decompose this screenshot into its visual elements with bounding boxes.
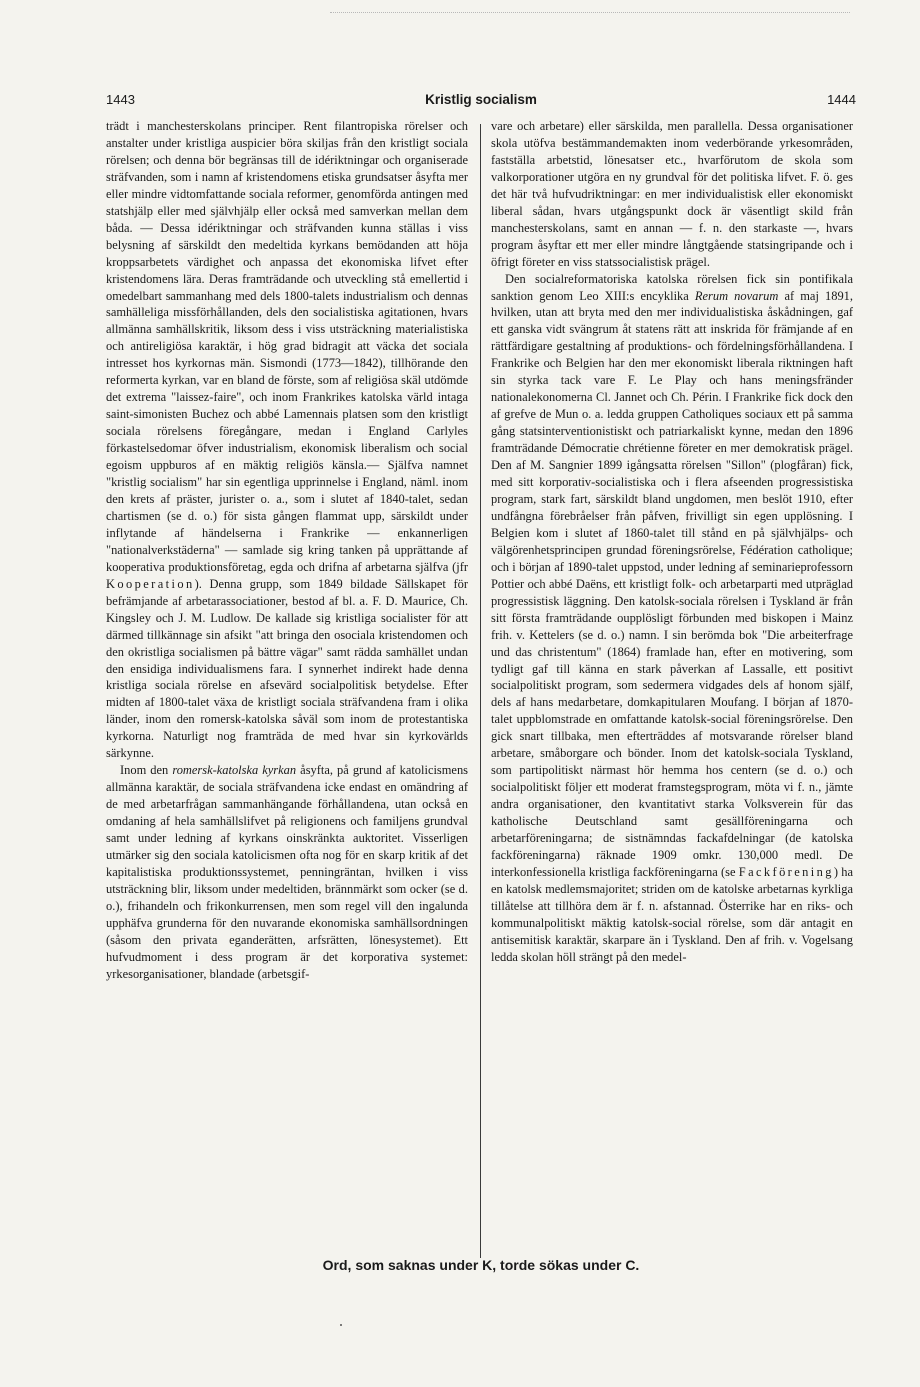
page-header	[106, 92, 856, 112]
paragraph-text: ). Denna grupp, som 1849 bildade Sällskapet för befrämjande af arbetarassociationer, bestod af bl. a. F. D. Maurice, Ch. Kingsley och J. M. Ludlow. De kallade sig kristliga socialister för att därmed tillkännage sin afsikt "att bringa den osociala kristendomen och den okristliga socialismen på bättre vägar" samt rädda samhället undan den ensidiga individualismens fara. I synnerhet indirekt hade denna kristliga sociala rörelse en afsevärd socialpolitisk betydelse. Efter midten af 1800-talet växa de kristligt sociala sträfvandena fram i olika länder, inom den romersk-katolska såväl som inom de protestantiska kyrkorna. Naturligt nog framträda de med hvar sin kyrkovärlds särkynne.	[106, 576, 468, 761]
paragraph-continued: vare och arbetare) eller särskilda, men parallella. Dessa organisationer skola utöfva bestämmandemakten inom vederbörande yrkesområden, fastställa arbetstid, lönesatser etc., hvarförutom de skola som valkorporationer utgöra en ny grundval för det politiska lifvet. F. ö. ges det här två hufvudriktningar: en mer individualistisk eller ekonomiskt liberal sådan, hvars utgångspunkt dock är väsentligt skild från manchesterskolans, samt en annan — f. n. den starkaste —, hvars program åsyftar ett mer eller mindre långtgående statsingripande och i öfrigt företer en viss statssocialistisk prägel.	[491, 119, 853, 269]
paragraph-intro	[106, 118, 468, 762]
paragraph-text: åsyfta, på grund af katolicismens allmänna karaktär, de sociala sträfvandena icke endast en omändring af de med arbetarfrågan sammanhängande förhållandena, utan också en omdaning af hela samhällslifvet på religionens och familjens grundval samt under ledning af kyrkans oinskränkta auktoritet. Visserligen utmärker sig den sociala katolicismen ofta nog för en skarp kritik af det kapitalistiska produktionssystemet, penningräntan, hvilken i viss utsträckning blir, liksom under medeltiden, brännmärkt som ocker (se d. o.), frihandeln och frikonkurrensen, men som regel vill den ingalunda upphäfva grunderna för den nuvarande ekonomiska samhällsordningen (såsom den privata eganderätten, arfsrätten, lönesystemet). Ett hufvudmoment i dess program är det korporativa systemet: yrkesorganisationer, blandade (arbetsgif-	[106, 763, 468, 981]
section-term: romersk-katolska kyrkan	[172, 763, 297, 778]
cross-reference: Kooperation	[106, 576, 195, 591]
cross-reference: Fackförening	[738, 864, 834, 879]
paragraph-text: trädt i manchesterskolans principer. Rent filantropiska rörelser och anstalter under kristliga auspicier böra skiljas från den kristligt sociala rörelsen; och denna bör begränsas till de idériktningar och organiserade sträfvanden, som i namn af kristendomens etiska grundsatser åsyfta mer eller mindre vidtomfattande sociala reformer, genomförda antingen med statshjälp eller med självhjälp eller också med samverkan mellan dem båda. — Dessa idériktningar och sträfvanden kunna ställas i viss belysning af särskildt den medeltida kyrkans bemödanden att höja kroppsarbetets värdighet och anpassa det ekonomiska lifvet efter kristendomens lära. Deras framträdande och utveckling stå emellertid i omedelbart sammanhang med dels 1800-talets industrialism och dennas samhälleliga missförhållanden, dels den socialistiska agitationen, hvars allmänna samhällskritik, liksom dess i viss utsträckning materialistiska och antireligiösa karaktär, i hög grad bidragit att väcka det sociala intresset hos kyrkornas män. Sismondi (1773—1842), tillhörande den reformerta kyrkan, var en bland de förste, som af religiösa skäl utdömde det extrema "laissez-faire", och inom Frankrikes katolska värld intaga saint-simonisten Buchez och abbé Lamennais platsen som den kristligt sociala rörelsens föregångare, medan i England Carlyles förkastelsedomar öfver industrialism, ekonomisk liberalism och social egoism uppburos af en mäktig religiös känsla.— Själfva namnet "kristlig socialism" har sin egentliga upprinnelse i England, näml. inom den krets af präster, jurister o. a., som i slutet af 1840-talet, sedan chartismen (se d. o.) för sista gången flammat upp, särskildt under inflytande af händelserna i Frankrike — enkannerligen "nationalverkstäderna" — samlade sig kring tanken på upprättande af kooperativa produktionsföretag, egda och drifna af arbetarna själfva (jfr	[106, 119, 468, 574]
paragraph-text: ) ha en katolsk medlemsmajoritet; striden om de katolske arbetarnas kyrkliga tillåtelse att tillhöra dem är f. n. afstannad. Österrike har en riks- och kommunalpolitiskt mäktig katolsk-social rörelse, som där antagit en antisemitisk karaktär, skarpare än i Tyskland. Den af frih. v. Vogelsang ledda skolan höll strängt på den medel-	[491, 864, 853, 964]
paragraph-catholic	[106, 762, 468, 982]
paragraph-text: Inom den	[120, 763, 173, 778]
encyclical-title: Rerum novarum	[694, 288, 779, 303]
right-column	[491, 118, 853, 1254]
scan-top-edge	[330, 12, 850, 15]
footer-note: Ord, som saknas under K, torde sökas under C.	[322, 1257, 640, 1273]
left-column	[106, 118, 468, 1254]
paragraph-reform	[491, 271, 853, 966]
paragraph-text: Den socialreformatoriska katolska rörelsen fick sin pontifikala sanktion genom Leo XIII:s encyklika	[491, 271, 853, 303]
paragraph-text: af maj 1891, hvilken, utan att bryta med den mer individualistiska åskådningen, gaf ett ganska vidt svängrum åt statens rätt att inskrida för främjande af en rättfärdigare gestaltning af produktions- och fördelningsförhållandena. I Frankrike och Belgien har den mer ekonomiskt liberala riktningen haft sin styrka tack vare F. Le Play och hans meningsfränder nationalekonomerna Cl. Jannet och Ch. Périn. I Frankrike fick dock den af grefve de Mun o. a. ledda gruppen Catholiques sociaux ett på samma gång statsinterventionistiskt och patriarkaliskt kynne, medan den 1896 framträdande Démocratie chrétienne företer en mer demokratisk prägel. Den af M. Sangnier 1899 igångsatta rörelsen "Sillon" (plogfåran) fick, med sitt korporativ-socialistiska och i flera afseenden progressistiska program, stark fart, särskildt bland ungdomen, men beslöt 1910, efter undfångna förebråelser från påfven, frivilligt sin egen upplösning. I Belgien kom i slutet af 1860-talet till stånd en på självhjälps- och välgörenhetsprincipen grundad föreningsrörelse, Fédération catholique; och i början af 1890-talet uppstod, under ledning af seminarieprofessorn Pottier och abbé Daëns, ett kristligt folk- och arbetarparti med utpräglad progressistisk läggning. Den katolsk-sociala rörelsen i Tyskland är från sitt första framträdande oupplösligt förbunden med biskopen i Mainz frih. v. Kettelers (se d. o.) namn. I sin berömda bok "Die arbeiterfrage und das christentum" (1864) framlade han, efter en motivering, som tydligt gaf till känna en stark påverkan af Lassalle, ett positivt socialpolitiskt program, som sedermera vidgades dels af honom själf, dels af hans medarbetare, domkapitularen Moufang. I början af 1870-talet uppblomstrade en omfattande katolsk-social föreningsrörelse. Den gick snart tillbaka, men efterträddes af motsvarande rörelser bland arbetare, småborgare och bönder. Inom det katolsk-sociala Tyskland, som partipolitiskt närmast hör hemma hos centern (se d. o.) och socialpolitiskt följer ett moderat framstegsprogram, möta vi f. n., jämte andra organisationer, den kvantitativt starka Volksverein für das katholische Deutschland samt gesällföreningarna och arbetarföreningarna; de sistnämndas fackafdelningar (de katolska fackföreningarna) räknade 1909 omkr. 130,000 medl. De interkonfessionella kristliga fackföreningarna (se	[491, 288, 853, 879]
running-title: Kristlig socialism	[425, 92, 537, 107]
page-number-right: 1444	[827, 92, 856, 107]
page-number-left: 1443	[106, 92, 135, 107]
print-speck	[340, 1324, 342, 1326]
column-divider	[480, 124, 481, 1258]
